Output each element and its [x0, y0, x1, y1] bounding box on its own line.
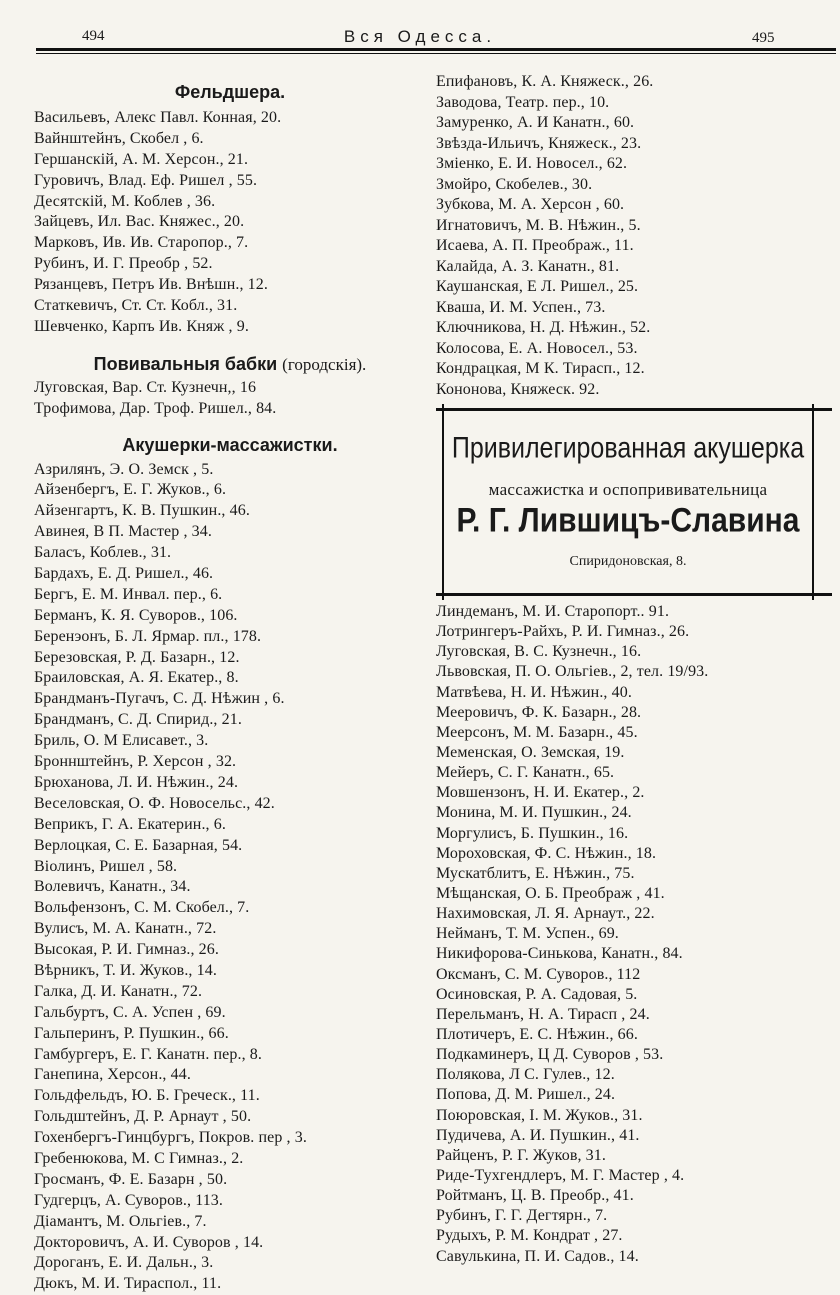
- directory-entry: Гольдштейнъ, Д. Р. Арнаут , 50.: [34, 1108, 252, 1126]
- left-column: [34, 72, 426, 1295]
- directory-entry: Подкаминеръ, Ц Д. Суворов , 53.: [436, 1046, 664, 1064]
- directory-entry: Веприкъ, Г. А. Екатерин., 6.: [34, 815, 226, 833]
- advertisement-box: [436, 404, 832, 600]
- directory-entry: Меменская, О. Земская, 19.: [436, 743, 625, 761]
- directory-entry: Гершанскій, А. М. Херсон., 21.: [34, 150, 249, 168]
- directory-entry: Епифановъ, К. А. Княжеск., 26.: [436, 73, 654, 90]
- directory-entry: Дюкъ, М. И. Тираспол., 11.: [34, 1275, 222, 1293]
- directory-entry: Васильевъ, Алекс Павл. Конная, 20.: [34, 109, 282, 126]
- directory-entry: Колосова, Е. А. Новосел., 53.: [436, 339, 638, 357]
- directory-entry: Брандманъ-Пугачъ, С. Д. Нѣжин , 6.: [34, 690, 285, 708]
- directory-entry: Волевичъ, Канатн., 34.: [34, 878, 191, 896]
- feldshers-list: [34, 108, 426, 338]
- directory-entry: Рязанцевъ, Петръ Ив. Внѣшн., 12.: [34, 276, 268, 294]
- right-column: [436, 72, 840, 1267]
- ad-border-right: [812, 404, 814, 600]
- directory-entry: Нейманъ, Т. М. Успен., 69.: [436, 925, 619, 943]
- directory-entry: Мейеръ, С. Г. Канатн., 65.: [436, 764, 615, 782]
- directory-entry: Авинея, В П. Мастер , 34.: [34, 523, 212, 541]
- directory-entry: Луговская, Вар. Ст. Кузнечн,, 16: [34, 378, 257, 396]
- directory-entry: Беренэонъ, Б. Л. Ярмар. пл., 178.: [34, 627, 262, 645]
- directory-entry: Монина, М. И. Пушкин., 24.: [436, 804, 632, 822]
- ad-address: Спиридоновская, 8.: [569, 554, 687, 569]
- directory-entry: Рубинъ, Г. Г. Дегтярн., 7.: [436, 1207, 608, 1225]
- directory-entry: Броннштейнъ, Р. Херсон , 32.: [34, 753, 237, 771]
- directory-entry: Шевченко, Карпъ Ив. Княж , 9.: [34, 317, 249, 335]
- section-title-midwives-sub: (городскія).: [282, 354, 367, 374]
- directory-entry: Перельманъ, Н. А. Тирасп , 24.: [436, 1005, 650, 1023]
- directory-entry: Азрилянъ, Э. О. Земск , 5.: [34, 460, 214, 478]
- directory-entry: Айзенгартъ, К. В. Пушкин., 46.: [34, 502, 250, 520]
- masseuses-list-right-a: [436, 72, 840, 400]
- directory-entry: Ганепина, Херсон., 44.: [34, 1066, 191, 1084]
- directory-entry: Десятскій, М. Коблев , 36.: [34, 192, 216, 210]
- directory-entry: Веселовская, О. Ф. Новосельс., 42.: [34, 794, 275, 812]
- directory-entry: Рудыхъ, Р. М. Кондрат , 27.: [436, 1227, 623, 1245]
- directory-entry: Березовская, Р. Д. Базарн., 12.: [34, 648, 240, 666]
- directory-entry: Вулисъ, М. А. Канатн., 72.: [34, 920, 217, 938]
- directory-entry: Баласъ, Коблев., 31.: [34, 544, 172, 562]
- directory-entry: Верлоцкая, С. Е. Базарная, 54.: [34, 836, 243, 854]
- directory-entry: Кононова, Княжеск. 92.: [436, 380, 600, 398]
- directory-entry: Райценъ, Р. Г. Жуков, 31.: [436, 1146, 606, 1164]
- directory-entry: Замуренко, А. И Канатн., 60.: [436, 114, 635, 131]
- directory-entry: Звѣзда-Ильичъ, Княжеск., 23.: [436, 134, 642, 152]
- directory-entry: Марковъ, Ив. Ив. Старопор., 7.: [34, 234, 249, 252]
- directory-entry: Гольдфельдъ, Ю. Б. Греческ., 11.: [34, 1087, 260, 1105]
- directory-entry: Гохенбергъ-Гинцбургъ, Покров. пер , 3.: [34, 1129, 307, 1147]
- header-rule-thick: [36, 48, 836, 51]
- directory-entry: Мускатблитъ, Е. Нѣжин., 75.: [436, 864, 635, 882]
- directory-entry: Вайнштейнъ, Скобел , 6.: [34, 129, 204, 147]
- running-header: [0, 0, 840, 56]
- directory-entry: Айзенбергъ, Е. Г. Жуков., 6.: [34, 481, 227, 499]
- running-title: Вся Одесса.: [343, 27, 497, 46]
- directory-entry: Калайда, А. З. Канатн., 81.: [436, 257, 620, 275]
- directory-entry: Меерсонъ, М. М. Базарн., 45.: [436, 723, 638, 741]
- directory-entry: Гуровичъ, Влад. Еф. Ришел , 55.: [34, 171, 258, 189]
- directory-entry: Пудичева, А. И. Пушкин., 41.: [436, 1126, 640, 1144]
- section-title-feldshers: Фельдшера.: [174, 82, 286, 102]
- directory-entry: Ройтманъ, Ц. В. Преобр., 41.: [436, 1187, 634, 1205]
- directory-entry: Гальбуртъ, С. А. Успен , 69.: [34, 1003, 226, 1021]
- directory-entry: Поюровская, I. М. Жуков., 31.: [436, 1106, 643, 1124]
- directory-entry: Плотичеръ, Е. С. Нѣжин., 66.: [436, 1025, 638, 1043]
- directory-entry: Луговская, В. С. Кузнечн., 16.: [436, 643, 642, 661]
- directory-entry: Кваша, И. М. Успен., 73.: [436, 298, 606, 316]
- ad-border-bottom: [436, 593, 832, 596]
- midwives-list: [34, 378, 426, 420]
- directory-entry: Зубкова, М. А. Херсон , 60.: [436, 196, 625, 213]
- directory-entry: Лотрингеръ-Райхъ, Р. И. Гимназ., 26.: [436, 623, 690, 641]
- directory-entry: Гудгерцъ, А. Суворов., 113.: [34, 1191, 223, 1209]
- directory-entry: Бергъ, Е. М. Инвал. пер., 6.: [34, 585, 223, 603]
- directory-entry: Высокая, Р. И. Гимназ., 26.: [34, 941, 219, 959]
- directory-entry: Заводова, Театр. пер., 10.: [436, 93, 610, 111]
- directory-entry: Вѣрникъ, Т. И. Жуков., 14.: [34, 961, 217, 979]
- directory-entry: Мороховская, Ф. С. Нѣжин., 18.: [436, 844, 657, 862]
- directory-entry: Никифорова-Синькова, Канатн., 84.: [436, 945, 683, 963]
- directory-entry: Савулькина, П. И. Садов., 14.: [436, 1247, 639, 1265]
- page-number-left: 494: [82, 28, 105, 44]
- directory-entry: Віолинъ, Ришел , 58.: [34, 857, 178, 875]
- directory-entry: Бриль, О. М Елисавет., 3.: [34, 732, 209, 750]
- directory-entry: Исаева, А. П. Преображ., 11.: [436, 237, 634, 254]
- directory-entry: Оксманъ, С. М. Суворов., 112: [436, 965, 641, 983]
- directory-entry: Докторовичъ, А. И. Суворов , 14.: [34, 1233, 264, 1251]
- directory-entry: Мееровичъ, Ф. К. Базарн., 28.: [436, 703, 642, 721]
- directory-entry: Діамантъ, М. Ольгіев., 7.: [34, 1212, 207, 1230]
- directory-entry: Осиновская, Р. А. Садовая, 5.: [436, 985, 638, 1003]
- directory-entry: Рубинъ, И. Г. Преобр , 52.: [34, 255, 213, 273]
- directory-entry: Гамбургеръ, Е. Г. Канатн. пер., 8.: [34, 1045, 262, 1063]
- directory-entry: Линдеманъ, М. И. Старопорт.. 91.: [436, 603, 670, 620]
- directory-entry: Мовшензонъ, Н. И. Екатер., 2.: [436, 784, 645, 802]
- ad-heading: Привилегированная акушерка: [451, 431, 805, 465]
- directory-entry: Каушанская, Е Л. Ришел., 25.: [436, 278, 639, 295]
- page-number-right: 495: [752, 30, 775, 46]
- section-title-masseuses: Акушерки-массажистки.: [122, 434, 338, 455]
- directory-entry: Берманъ, К. Я. Суворов., 106.: [34, 606, 238, 624]
- masseuses-list-right-b: [436, 602, 840, 1267]
- directory-entry: Трофимова, Дар. Троф. Ришел., 84.: [34, 399, 277, 417]
- header-rule-thin: [36, 53, 836, 54]
- ad-subheading: массажистка и оспопрививательница: [488, 480, 768, 499]
- ad-name: Р. Г. Лившицъ-Славина: [456, 501, 800, 540]
- directory-entry: Зміенко, Е. И. Новосел., 62.: [436, 155, 628, 172]
- directory-entry: Риде-Тухгендлеръ, М. Г. Мастер , 4.: [436, 1166, 685, 1184]
- section-title-midwives: [34, 346, 426, 378]
- directory-entry: Гребенюкова, М. С Гимназ., 2.: [34, 1149, 244, 1167]
- directory-entry: Брюханова, Л. И. Нѣжин., 24.: [34, 773, 239, 791]
- directory-entry: Брандманъ, С. Д. Спирид., 21.: [34, 711, 242, 729]
- directory-entry: Гросманъ, Ф. Е. Базарн , 50.: [34, 1170, 228, 1188]
- directory-entry: Браиловская, А. Я. Екатер., 8.: [34, 669, 239, 687]
- directory-entry: Моргулисъ, Б. Пушкин., 16.: [436, 824, 629, 842]
- directory-entry: Галка, Д. И. Канатн., 72.: [34, 982, 203, 1000]
- directory-entry: Зайцевъ, Ил. Вас. Княжес., 20.: [34, 213, 245, 231]
- section-title-midwives-main: Повивальныя бабки: [93, 353, 278, 374]
- directory-entry: Дороганъ, Е. И. Дальн., 3.: [34, 1254, 214, 1272]
- directory-entry: Кондрацкая, М К. Тирасп., 12.: [436, 360, 645, 377]
- directory-entry: Бардахъ, Е. Д. Ришел., 46.: [34, 565, 214, 583]
- directory-entry: Полякова, Л С. Гулев., 12.: [436, 1066, 615, 1084]
- directory-entry: Змойро, Скобелев., 30.: [436, 175, 593, 193]
- directory-entry: Попова, Д. М. Ришел., 24.: [436, 1086, 616, 1104]
- directory-entry: Львовская, П. О. Ольгіев., 2, тел. 19/93.: [436, 663, 709, 681]
- directory-entry: Ключникова, Н. Д. Нѣжин., 52.: [436, 319, 651, 336]
- directory-entry: Нахимовская, Л. Я. Арнаут., 22.: [436, 905, 655, 923]
- directory-entry: Игнатовичъ, М. В. Нѣжин., 5.: [436, 216, 641, 234]
- directory-entry: Гальперинъ, Р. Пушкин., 66.: [34, 1024, 229, 1042]
- ad-border-top: [436, 408, 832, 411]
- masseuses-list-left: [34, 460, 426, 1295]
- directory-entry: Матвѣева, Н. И. Нѣжин., 40.: [436, 683, 632, 701]
- directory-entry: Вольфензонъ, С. М. Скобел., 7.: [34, 899, 250, 917]
- directory-entry: Мѣщанская, О. Б. Преображ , 41.: [436, 884, 665, 902]
- directory-entry: Статкевичъ, Ст. Ст. Кобл., 31.: [34, 297, 238, 315]
